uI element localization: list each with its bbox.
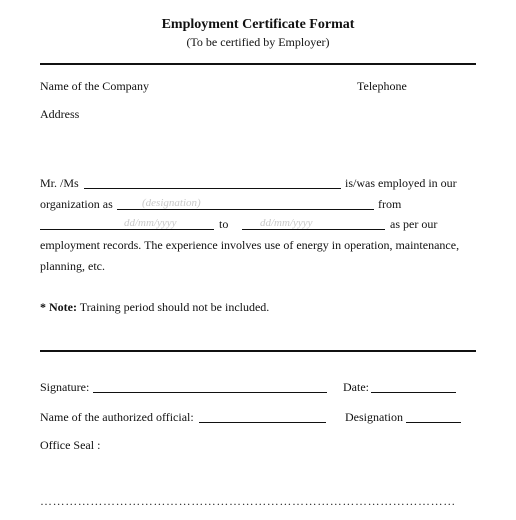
designation-label: Designation xyxy=(345,410,403,424)
designation-sign-blank[interactable] xyxy=(406,422,461,423)
bottom-divider xyxy=(40,350,476,352)
records-text: employment records. The experience involves use of energy in operation, maintenance, xyxy=(40,238,460,252)
designation-blank[interactable] xyxy=(117,209,374,210)
authorized-official-label: Name of the authorized official: xyxy=(40,410,194,424)
address-label: Address xyxy=(40,107,80,121)
authorized-official-blank[interactable] xyxy=(199,422,326,423)
certificate-subtitle: (To be certified by Employer) xyxy=(186,35,330,49)
note-text: Training period should not be included. xyxy=(76,300,270,314)
signature-blank[interactable] xyxy=(93,392,327,393)
dotted-line: ……………………………………………………………………………………… xyxy=(40,494,456,508)
to-text: to xyxy=(219,217,229,231)
from-date-blank[interactable] xyxy=(40,229,214,230)
organization-as-label: organization as xyxy=(40,197,113,211)
employed-text: is/was employed in our xyxy=(345,176,457,190)
to-date-placeholder: dd/mm/yyyy xyxy=(260,217,313,229)
from-text: from xyxy=(378,197,402,211)
certificate-title: Employment Certificate Format xyxy=(161,17,355,32)
office-seal-label: Office Seal : xyxy=(40,438,101,452)
note xyxy=(40,300,269,315)
top-divider xyxy=(40,63,476,65)
company-name-label: Name of the Company xyxy=(40,79,149,93)
mr-ms-label: Mr. /Ms xyxy=(40,176,79,190)
employee-name-blank[interactable] xyxy=(84,188,341,189)
date-label: Date: xyxy=(343,380,369,394)
signature-label: Signature: xyxy=(40,380,90,394)
note-label: * Note: xyxy=(40,300,77,314)
as-per-text: as per our xyxy=(390,217,438,231)
to-date-blank[interactable] xyxy=(242,229,385,230)
planning-text: planning, etc. xyxy=(40,259,105,273)
date-blank[interactable] xyxy=(371,392,456,393)
telephone-label: Telephone xyxy=(357,79,407,93)
from-date-placeholder: dd/mm/yyyy xyxy=(124,217,177,229)
designation-placeholder: (designation) xyxy=(142,197,201,209)
